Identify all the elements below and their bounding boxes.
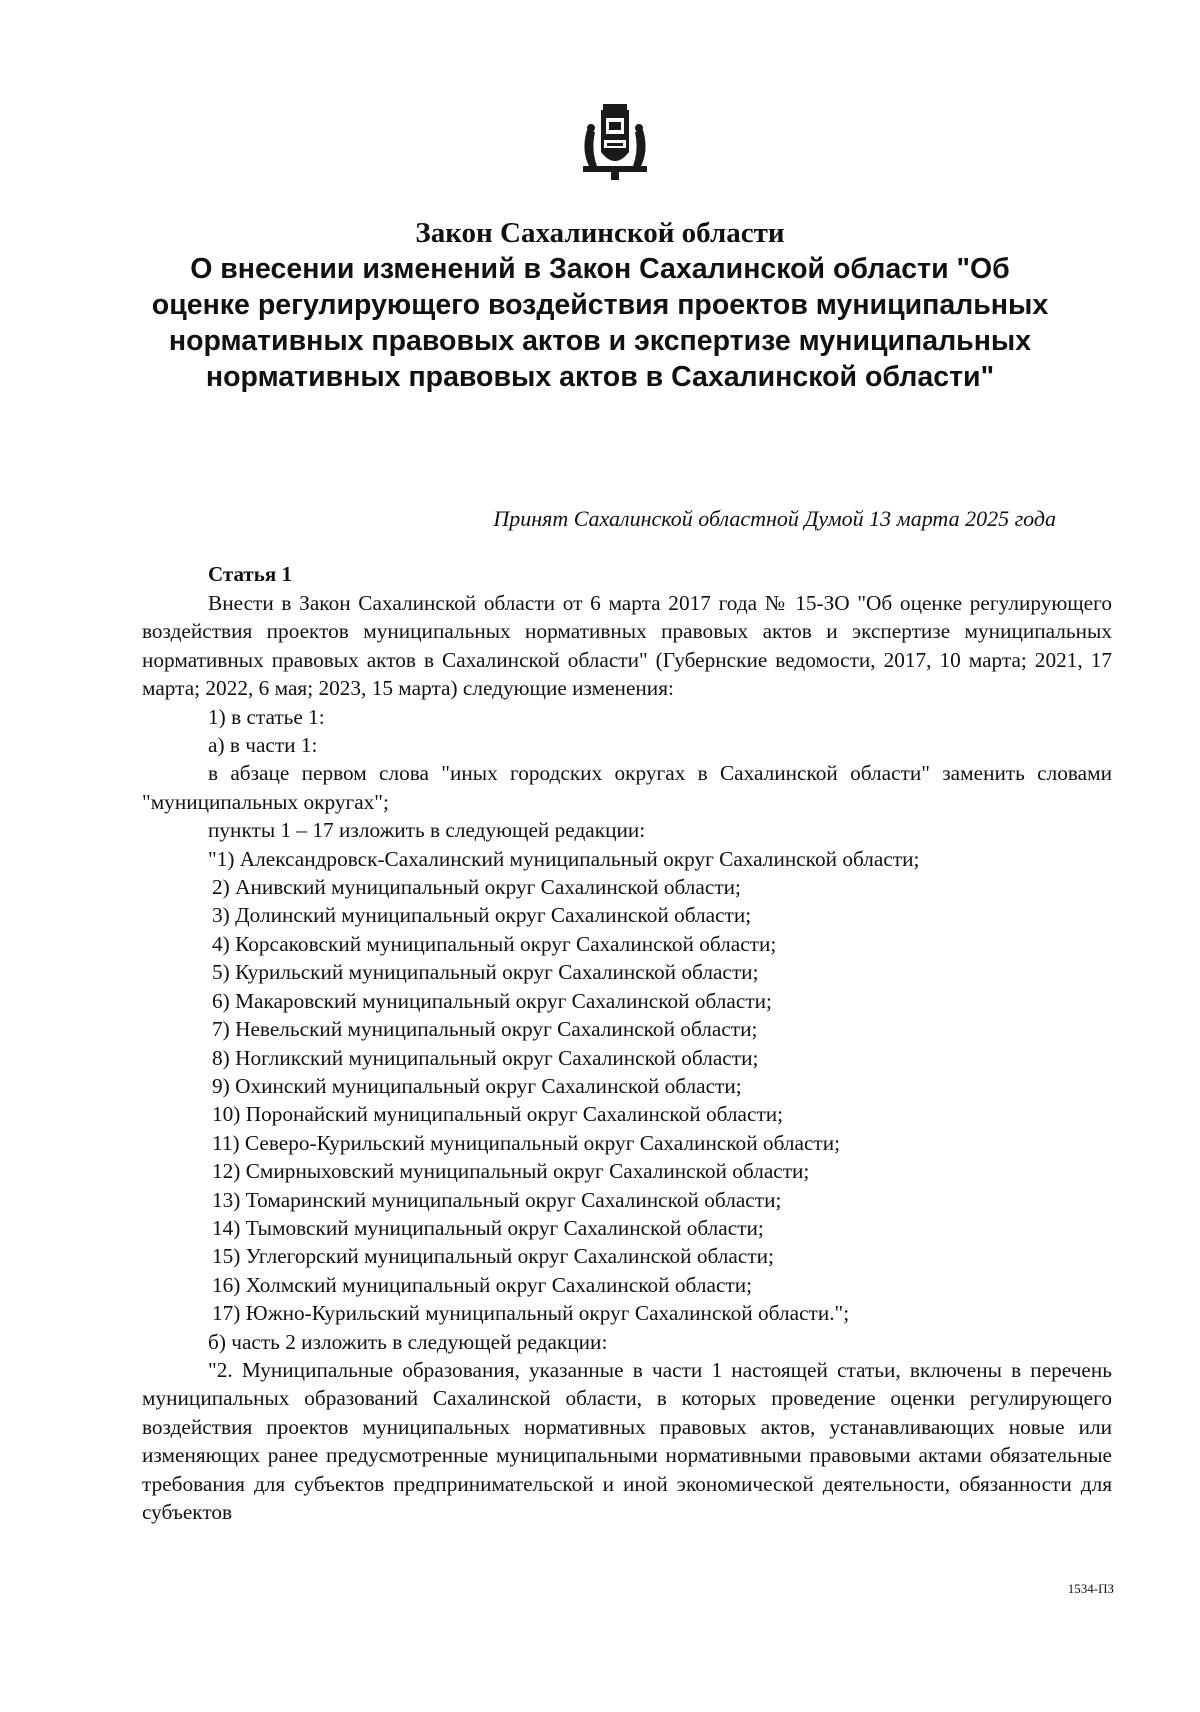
list-item: 10) Поронайский муниципальный округ Сахалинской области; xyxy=(212,1102,784,1127)
law-title: О внесении изменений в Закон Сахалинской области "Об оценке регулирующего воздействия проектов муниципальных нормативных правовых актов и экспертизе муниципальных нормативных правовых актов в Сахалинской области" xyxy=(151,253,1049,393)
list-item: 15) Углегорский муниципальный округ Сахалинской области; xyxy=(212,1244,774,1269)
list-item: 4) Корсаковский муниципальный округ Сахалинской области; xyxy=(212,931,777,956)
amendment-paragraph: в абзаце первом слова "иных городских округах в Сахалинской области" заменить словами "муниципальных округах"; xyxy=(142,761,1112,814)
part2-paragraph: "2. Муниципальные образования, указанные в части 1 настоящей статьи, включены в перечень муниципальных образований Сахалинской области, в которых проведение оценки регулирующего воздействия проектов муниципальных нормативных правовых актов, устанавливающих новые или изменяющих ранее предусмотренные муниципальными нормативными правовыми актами обязательные требования для субъектов предпринимательской и иной экономической деятельности, обязанности для субъектов xyxy=(142,1357,1112,1524)
list-item: 11) Северо-Курильский муниципальный округ Сахалинской области; xyxy=(212,1130,841,1155)
districts-list xyxy=(142,845,1112,1328)
adoption-note: Принят Сахалинской областной Думой 13 марта 2025 года xyxy=(493,506,1056,531)
list-item: 14) Тымовский муниципальный округ Сахалинской области; xyxy=(212,1215,764,1240)
article-intro-paragraph: Внести в Закон Сахалинской области от 6 марта 2017 года № 15-ЗО "Об оценке регулирующего воздействия проектов муниципальных нормативных правовых актов и экспертизе муниципальных нормативных правовых актов в Сахалинской области" (Губернские ведомости, 2017, 10 марта; 2021, 17 марта; 2022, 6 мая; 2023, 15 марта) следующие изменения: xyxy=(142,591,1112,701)
list-item: 16) Холмский муниципальный округ Сахалинской области; xyxy=(212,1272,753,1297)
list-item: 2) Анивский муниципальный округ Сахалинской области; xyxy=(212,875,741,900)
list-item: 1) в статье 1: xyxy=(208,704,325,729)
list-item: "1) Александровск-Сахалинский муниципальный округ Сахалинской области; xyxy=(208,846,920,871)
list-item: 3) Долинский муниципальный округ Сахалинской области; xyxy=(212,903,752,928)
list-item: 17) Южно-Курильский муниципальный округ Сахалинской области."; xyxy=(212,1301,850,1326)
list-item: 13) Томаринский муниципальный округ Сахалинской области; xyxy=(212,1187,782,1212)
article-body xyxy=(142,589,1112,1526)
list-item: 6) Макаровский муниципальный округ Сахалинской области; xyxy=(212,988,772,1013)
list-item: б) часть 2 изложить в следующей редакции: xyxy=(208,1329,608,1354)
list-item: 9) Охинский муниципальный округ Сахалинской области; xyxy=(212,1073,742,1098)
list-item: 7) Невельский муниципальный округ Сахалинской области; xyxy=(212,1017,758,1042)
list-item: 12) Смирныховский муниципальный округ Сахалинской области; xyxy=(212,1159,810,1184)
list-item: пункты 1 – 17 изложить в следующей редакции: xyxy=(208,818,646,843)
document-number: 1534-ПЗ xyxy=(1067,1581,1114,1596)
law-type-heading: Закон Сахалинской области xyxy=(415,217,785,249)
list-item: 5) Курильский муниципальный округ Сахалинской области; xyxy=(212,960,759,985)
list-item: 8) Ногликский муниципальный округ Сахалинской области; xyxy=(212,1045,759,1070)
list-item: а) в части 1: xyxy=(208,733,318,758)
article-heading: Статья 1 xyxy=(208,562,292,586)
sakhalin-coat-of-arms-icon xyxy=(573,100,657,182)
